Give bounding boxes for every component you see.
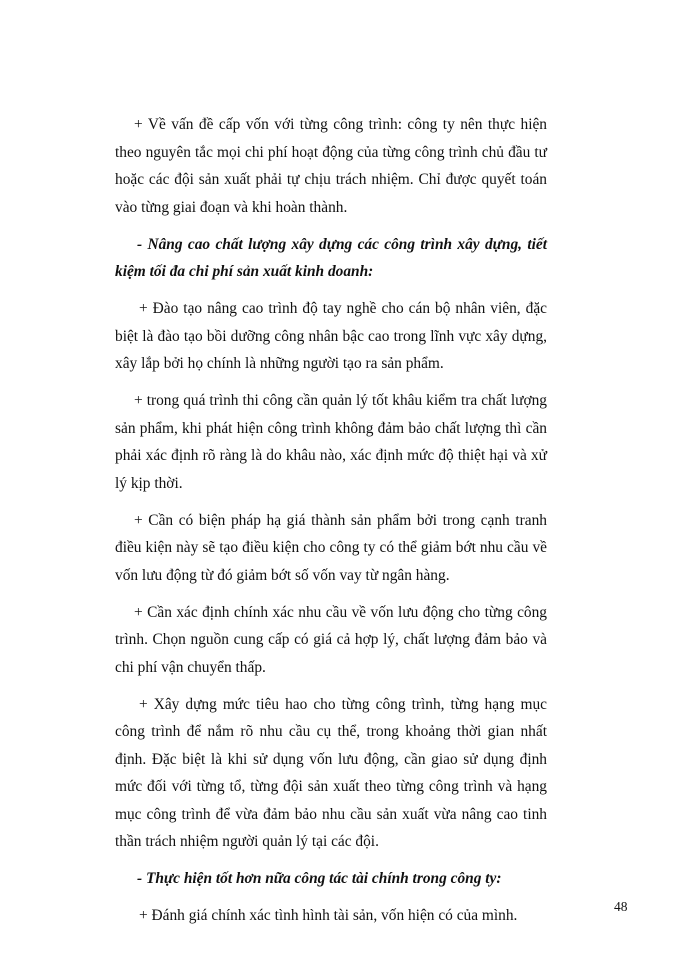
paragraph-cost-reduction: + Cần có biện pháp hạ giá thành sản phẩm bởi trong cạnh tranh điều kiện này sẽ tạo điều kiện cho công ty có thể giảm bớt nhu cầu về vốn lưu động từ đó giảm bớt số vốn vay từ ngân hàng. xyxy=(115,511,547,584)
section-heading-quality: - Nâng cao chất lượng xây dựng các công trình xây dựng, tiết kiệm tối đa chi phí sản xuất kinh doanh: xyxy=(115,235,547,280)
section-heading-finance: - Thực hiện tốt hơn nữa công tác tài chính trong công ty: xyxy=(137,870,502,887)
page-number: 48 xyxy=(614,899,628,914)
paragraph-capital-allocation: + Về vấn đề cấp vốn với từng công trình: công ty nên thực hiện theo nguyên tắc mọi chi phí hoạt động của từng công trình chủ đầu tư hoặc các đội sản xuất phải tự chịu trách nhiệm. Chỉ được quyết toán vào từng giai đoạn và khi hoàn thành. xyxy=(115,116,547,216)
paragraph-consumption-norms: + Xây dựng mức tiêu hao cho từng công trình, từng hạng mục công trình để nắm rõ nhu cầu cụ thể, trong khoảng thời gian nhất định. Đặc biệt là khi sử dụng vốn lưu động, cần giao sử dụng định mức đối với từng tổ, từng đội sản xuất theo từng công trình và hạng mục công trình để vừa đảm bảo nhu cầu sản xuất vừa nâng cao tinh thần trách nhiệm người quản lý tại các đội. xyxy=(115,695,547,850)
paragraph-working-capital: + Cần xác định chính xác nhu cầu về vốn lưu động cho từng công trình. Chọn nguồn cung cấp có giá cả hợp lý, chất lượng đảm bảo và chi phí vận chuyển thấp. xyxy=(115,603,547,676)
paragraph-staff-training: + Đào tạo nâng cao trình độ tay nghề cho cán bộ nhân viên, đặc biệt là đào tạo bồi dưỡng công nhân bậc cao trong lĩnh vực xây dựng, xây lắp bởi họ chính là những người tạo ra sản phẩm. xyxy=(115,300,547,372)
page-content xyxy=(115,111,547,939)
paragraph-asset-assessment: + Đánh giá chính xác tình hình tài sản, vốn hiện có của mình. xyxy=(139,907,518,924)
paragraph-quality-control: + trong quá trình thi công cần quản lý tốt khâu kiểm tra chất lượng sản phẩm, khi phát hiện công trình không đảm bảo chất lượng thì cần phải xác định rõ ràng là do khâu nào, xác định mức độ thiệt hại và xử lý kịp thời. xyxy=(115,392,547,492)
